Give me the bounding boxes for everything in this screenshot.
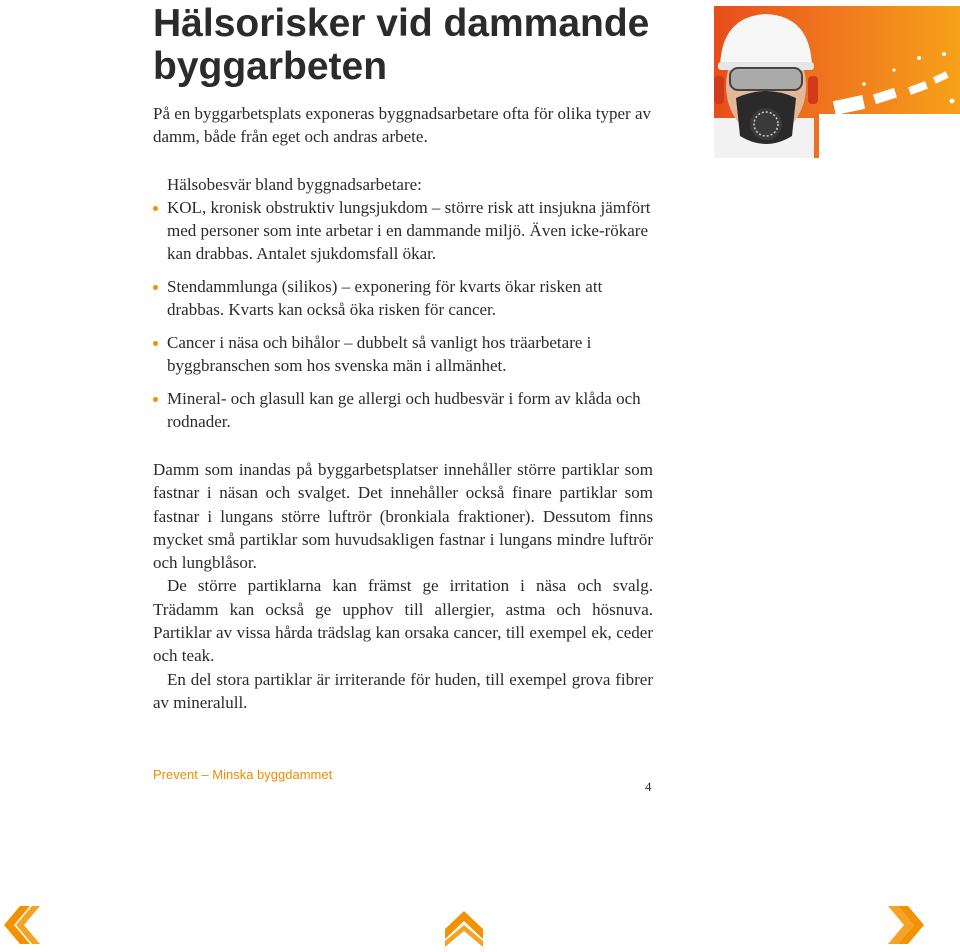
chevron-up-icon: [442, 903, 486, 947]
health-issues-list: [153, 196, 663, 433]
body-text: [153, 458, 653, 714]
previous-page-button[interactable]: [0, 903, 44, 947]
body-paragraph: En del stora partiklar är irriterande för huden, till exempel grova fibrer av mineralull.: [153, 669, 653, 712]
health-issues-section: [153, 173, 663, 443]
chevron-left-icon: [0, 903, 44, 947]
list-item-text: KOL, kronisk obstruktiv lungsjukdom – större risk att insjukna jämfört med personer som inte arbetar i en dammande miljö. Även icke-rökare kan drabbas. Antalet sjukdomsfall ökar.: [167, 198, 651, 263]
list-item: [153, 331, 663, 377]
body-paragraph: De större partiklarna kan främst ge irritation i näsa och svalg. Trädamm kan också ge upphov till allergier, astma och hösnuva. Partiklar av vissa hårda trädslag kan orsaka cancer, till exempel ek, ceder och teak.: [153, 576, 653, 666]
chevron-right-icon: [884, 903, 928, 947]
list-item: [153, 275, 663, 321]
next-page-button[interactable]: [884, 903, 928, 947]
list-item-text: Cancer i näsa och bihålor – dubbelt så vanligt hos träarbetare i byggbranschen som hos svenska män i allmänhet.: [167, 333, 592, 375]
top-of-page-button[interactable]: [442, 903, 486, 947]
health-issues-heading: Hälsobesvär bland byggnadsarbetare:: [167, 175, 422, 194]
bullet-icon: [153, 397, 158, 402]
list-item: [153, 196, 663, 265]
bullet-icon: [153, 285, 158, 290]
list-item-text: Mineral- och glasull kan ge allergi och hudbesvär i form av klåda och rodnader.: [167, 389, 641, 431]
hero-image-worker-with-respirator: [714, 6, 960, 158]
intro-text: På en byggarbetsplats exponeras byggnadsarbetare ofta för olika typer av damm, både från eget och andras arbete.: [153, 104, 652, 146]
footer-label: Prevent – Minska byggdammet: [153, 767, 333, 782]
body-paragraph: Damm som inandas på byggarbetsplatser innehåller större partiklar som fastnar i näsan och svalget. Det innehåller också finare partiklar som fastnar i lungans större luftrör (bronkiala fraktioner). Dessutom finns mycket små partiklar som huvudsakligen fastnar i lungans mindre luftrör och lungblåsor.: [153, 460, 653, 573]
page-number: 4: [645, 779, 652, 794]
list-item: [153, 387, 663, 433]
bullet-icon: [153, 341, 158, 346]
page-title: Hälsorisker vid dammande byggarbeten: [153, 2, 650, 88]
bullet-icon: [153, 206, 158, 211]
list-item-text: Stendammlunga (silikos) – exponering för kvarts ökar risken att drabbas. Kvarts kan också öka risken för cancer.: [167, 277, 603, 319]
